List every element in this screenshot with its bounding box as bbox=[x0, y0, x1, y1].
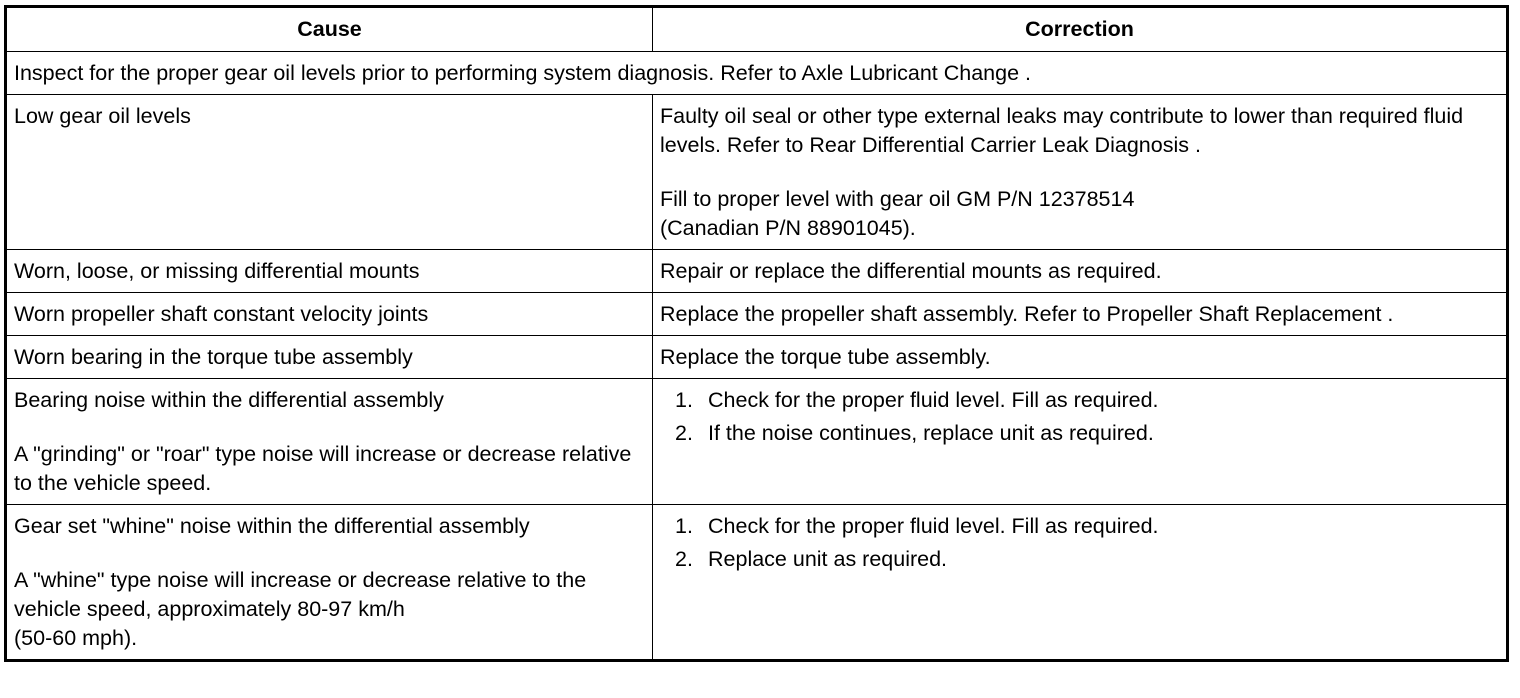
diagnostic-table bbox=[4, 5, 1509, 662]
list-item bbox=[672, 545, 1500, 574]
correction-line: Fill to proper level with gear oil GM P/N 12378514 bbox=[660, 187, 1135, 211]
correction-cell bbox=[653, 95, 1508, 250]
cause-text: Worn propeller shaft constant velocity joints bbox=[14, 302, 429, 326]
list-item bbox=[672, 386, 1500, 415]
step-number: 1. bbox=[675, 514, 693, 538]
note-text: Inspect for the proper gear oil levels prior to performing system diagnosis. Refer to Axle Lubricant Change . bbox=[6, 52, 1508, 95]
table-row bbox=[6, 505, 1508, 661]
correction-cell bbox=[653, 336, 1508, 379]
correction-cell bbox=[653, 293, 1508, 336]
correction-line: (Canadian P/N 88901045). bbox=[660, 216, 916, 240]
cause-line: (50-60 mph). bbox=[14, 626, 138, 650]
cause-text: Worn, loose, or missing differential mounts bbox=[14, 259, 420, 283]
step-number: 2. bbox=[675, 421, 693, 445]
step-text: Check for the proper fluid level. Fill as required. bbox=[708, 514, 1159, 538]
cause-cell bbox=[6, 95, 653, 250]
header-row bbox=[6, 7, 1508, 52]
correction-cell bbox=[653, 505, 1508, 661]
cause-text: Low gear oil levels bbox=[14, 104, 191, 128]
cause-cell bbox=[6, 336, 653, 379]
list-item bbox=[672, 419, 1500, 448]
table-row bbox=[6, 250, 1508, 293]
step-text: Check for the proper fluid level. Fill as required. bbox=[708, 388, 1159, 412]
list-item bbox=[672, 512, 1500, 541]
correction-text: Faulty oil seal or other type external leaks may contribute to lower than required fluid levels. Refer to Rear Differential Carrier Leak Diagnosis . bbox=[660, 104, 1464, 157]
header-cause: Cause bbox=[6, 7, 653, 52]
table-row bbox=[6, 379, 1508, 505]
correction-cell bbox=[653, 250, 1508, 293]
note-row bbox=[6, 52, 1508, 95]
table-row bbox=[6, 95, 1508, 250]
cause-cell bbox=[6, 250, 653, 293]
cause-text bbox=[14, 566, 646, 653]
step-number: 1. bbox=[675, 388, 693, 412]
cause-cell bbox=[6, 379, 653, 505]
step-number: 2. bbox=[675, 547, 693, 571]
cause-cell bbox=[6, 505, 653, 661]
correction-text: Replace the propeller shaft assembly. Refer to Propeller Shaft Replacement . bbox=[660, 302, 1394, 326]
cause-text: Worn bearing in the torque tube assembly bbox=[14, 345, 413, 369]
step-text: If the noise continues, replace unit as required. bbox=[708, 421, 1154, 445]
correction-text bbox=[660, 185, 1500, 243]
table-row bbox=[6, 336, 1508, 379]
step-text: Replace unit as required. bbox=[708, 547, 948, 571]
cause-text: Gear set "whine" noise within the differential assembly bbox=[14, 514, 530, 538]
steps-list bbox=[660, 512, 1500, 574]
header-correction: Correction bbox=[653, 7, 1508, 52]
cause-line: A "whine" type noise will increase or decrease relative to the vehicle speed, approximately 80-97 km/h bbox=[14, 568, 587, 621]
cause-cell bbox=[6, 293, 653, 336]
cause-text: A "grinding" or "roar" type noise will increase or decrease relative to the vehicle speed. bbox=[14, 442, 632, 495]
table-row bbox=[6, 293, 1508, 336]
steps-list bbox=[660, 386, 1500, 448]
correction-text: Replace the torque tube assembly. bbox=[660, 345, 991, 369]
correction-text: Repair or replace the differential mounts as required. bbox=[660, 259, 1162, 283]
correction-cell bbox=[653, 379, 1508, 505]
cause-text: Bearing noise within the differential assembly bbox=[14, 388, 444, 412]
